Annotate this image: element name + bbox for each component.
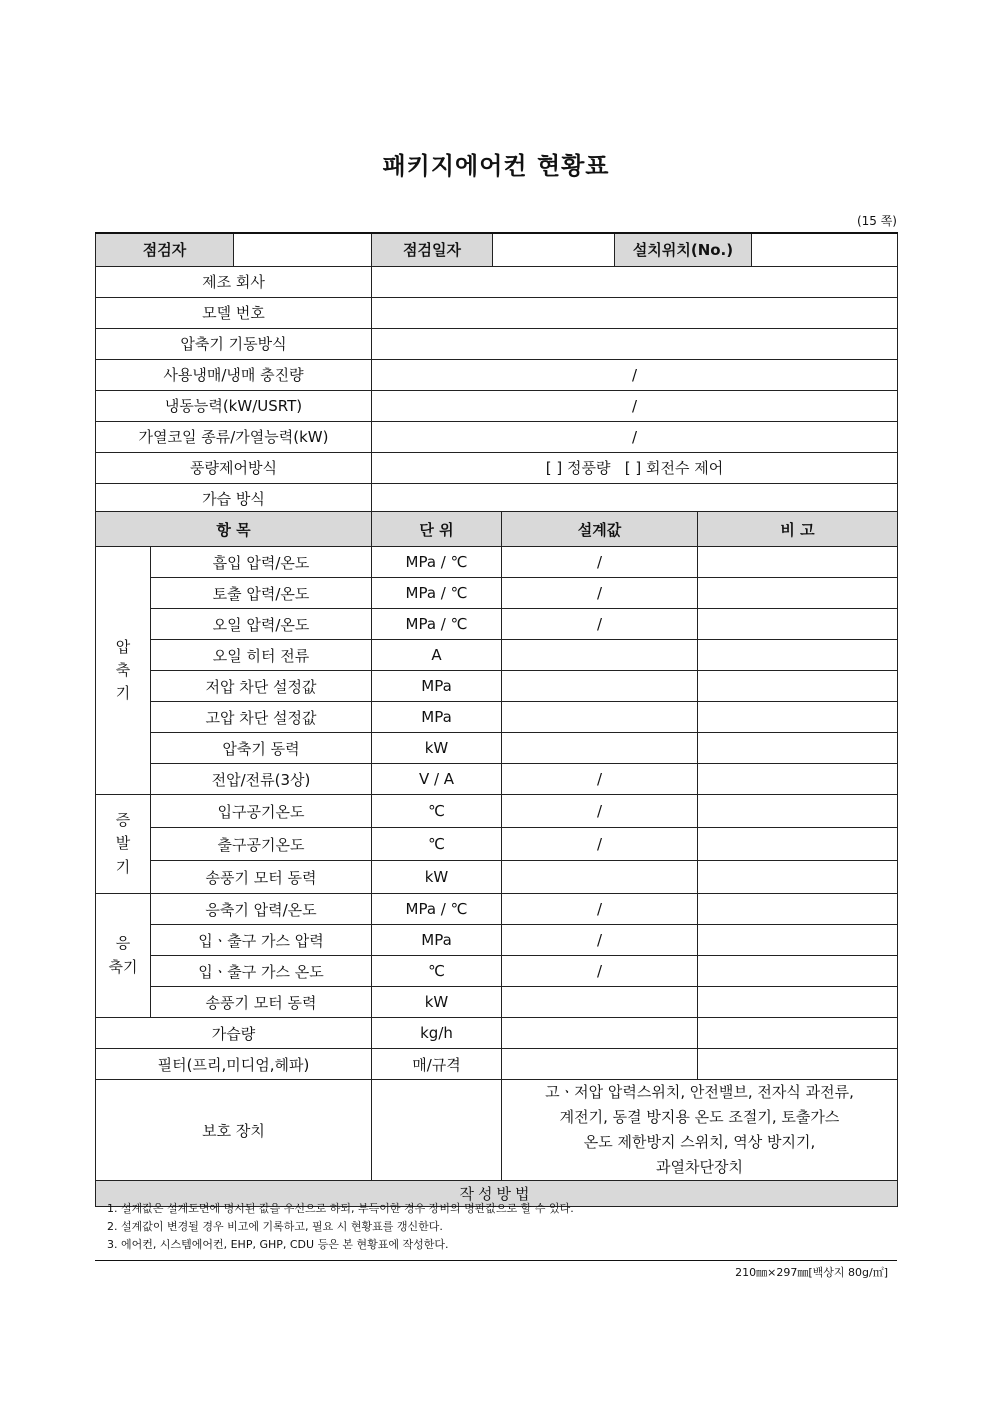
row-item: 입ㆍ출구 가스 온도 [151, 956, 372, 987]
note-item: 1. 설계값은 설계도면에 명시된 값을 우선으로 하되, 부득이한 경우 장비의 명판값으로 할 수 있다. [107, 1202, 574, 1215]
row-item: 필터(프리,미디엄,헤파) [96, 1049, 372, 1080]
row-design[interactable] [502, 671, 698, 702]
inspector-label: 점검자 [96, 233, 234, 266]
row-design[interactable]: / [502, 894, 698, 925]
row-item: 흡입 압력/온도 [151, 547, 372, 578]
row-item: 입구공기온도 [151, 795, 372, 828]
row-unit: ℃ [372, 828, 502, 861]
row-unit: ℃ [372, 956, 502, 987]
measurement-table [95, 511, 898, 1207]
row-item: 가습량 [96, 1018, 372, 1049]
row-remarks[interactable] [698, 1018, 898, 1049]
protection-devices-list: 고ㆍ저압 압력스위치, 안전밸브, 전자식 과전류, 계전기, 동결 방지용 온도 조절기, 토출가스 온도 제한방지 스위치, 역상 방지기, 과열차단장치 [502, 1080, 898, 1181]
row-remarks[interactable] [698, 795, 898, 828]
row-remarks[interactable] [698, 764, 898, 795]
row-design[interactable] [502, 733, 698, 764]
row-unit: V / A [372, 764, 502, 795]
info-label: 냉동능력(kW/USRT) [96, 390, 372, 421]
row-unit: MPa [372, 702, 502, 733]
row-unit: kg/h [372, 1018, 502, 1049]
row-unit: kW [372, 861, 502, 894]
row-unit: kW [372, 987, 502, 1018]
column-header-unit: 단 위 [372, 512, 502, 547]
row-item: 토출 압력/온도 [151, 578, 372, 609]
row-design[interactable]: / [502, 828, 698, 861]
info-label: 모델 번호 [96, 297, 372, 328]
row-remarks[interactable] [698, 1049, 898, 1080]
info-label: 풍량제어방식 [96, 452, 372, 483]
row-remarks[interactable] [698, 987, 898, 1018]
row-item: 압축기 동력 [151, 733, 372, 764]
row-design[interactable]: / [502, 795, 698, 828]
row-design[interactable] [502, 640, 698, 671]
paper-spec: 210㎜×297㎜[백상지 80g/㎡] [735, 1266, 888, 1279]
row-item: 오일 히터 전류 [151, 640, 372, 671]
row-unit: A [372, 640, 502, 671]
row-unit: MPa / ℃ [372, 609, 502, 640]
row-design[interactable]: / [502, 609, 698, 640]
row-design[interactable] [502, 1049, 698, 1080]
row-unit: MPa [372, 671, 502, 702]
group-label-condenser: 응 축기 [96, 894, 151, 1018]
group-label-evaporator: 증 발 기 [96, 795, 151, 894]
row-item: 전압/전류(3상) [151, 764, 372, 795]
protection-unit [372, 1080, 502, 1181]
row-unit: MPa / ℃ [372, 547, 502, 578]
row-remarks[interactable] [698, 671, 898, 702]
row-unit: ℃ [372, 795, 502, 828]
page-number: (15 쪽) [856, 214, 897, 228]
group-label-compressor: 압 축 기 [96, 547, 151, 795]
notes [95, 1200, 897, 1254]
info-label: 압축기 기동방식 [96, 328, 372, 359]
row-item: 고압 차단 설정값 [151, 702, 372, 733]
info-table [95, 232, 898, 515]
row-unit: MPa / ℃ [372, 894, 502, 925]
page-title: 패키지에어컨 현황표 [382, 152, 610, 180]
row-item: 출구공기온도 [151, 828, 372, 861]
row-unit: 매/규격 [372, 1049, 502, 1080]
info-label: 사용냉매/냉매 충진량 [96, 359, 372, 390]
protection-label: 보호 장치 [96, 1080, 372, 1181]
notes-title: 작성방법 [96, 1181, 898, 1207]
column-header-item: 항 목 [96, 512, 372, 547]
note-item: 2. 설계값이 변경될 경우 비고에 기록하고, 필요 시 현황표를 갱신한다. [107, 1220, 443, 1233]
location-field[interactable] [752, 233, 898, 266]
row-remarks[interactable] [698, 578, 898, 609]
inspector-field[interactable] [234, 233, 372, 266]
row-remarks[interactable] [698, 828, 898, 861]
row-design[interactable]: / [502, 764, 698, 795]
info-label: 가습 방식 [96, 483, 372, 514]
info-value[interactable]: / [372, 390, 898, 421]
row-remarks[interactable] [698, 547, 898, 578]
airflow-control-options[interactable]: [ ] 정풍량 [ ] 회전수 제어 [372, 452, 898, 483]
row-remarks[interactable] [698, 733, 898, 764]
info-value[interactable] [372, 483, 898, 514]
column-header-design: 설계값 [502, 512, 698, 547]
row-design[interactable] [502, 1018, 698, 1049]
row-remarks[interactable] [698, 861, 898, 894]
column-header-remarks: 비 고 [698, 512, 898, 547]
row-item: 송풍기 모터 동력 [151, 987, 372, 1018]
info-label: 가열코일 종류/가열능력(kW) [96, 421, 372, 452]
row-design[interactable]: / [502, 956, 698, 987]
bottom-divider [95, 1260, 897, 1261]
row-remarks[interactable] [698, 925, 898, 956]
info-value[interactable]: / [372, 359, 898, 390]
row-item: 송풍기 모터 동력 [151, 861, 372, 894]
row-design[interactable] [502, 861, 698, 894]
row-remarks[interactable] [698, 956, 898, 987]
row-item: 저압 차단 설정값 [151, 671, 372, 702]
row-item: 오일 압력/온도 [151, 609, 372, 640]
inspection-date-field[interactable] [493, 233, 615, 266]
row-item: 응축기 압력/온도 [151, 894, 372, 925]
info-value[interactable] [372, 297, 898, 328]
row-design[interactable]: / [502, 578, 698, 609]
row-remarks[interactable] [698, 609, 898, 640]
row-unit: MPa [372, 925, 502, 956]
row-item: 입ㆍ출구 가스 압력 [151, 925, 372, 956]
row-remarks[interactable] [698, 640, 898, 671]
note-item: 3. 에어컨, 시스템에어컨, EHP, GHP, CDU 등은 본 현황표에 작성한다. [107, 1238, 449, 1251]
row-design[interactable] [502, 987, 698, 1018]
row-unit: MPa / ℃ [372, 578, 502, 609]
row-unit: kW [372, 733, 502, 764]
info-value[interactable]: / [372, 421, 898, 452]
info-value[interactable] [372, 266, 898, 297]
info-value[interactable] [372, 328, 898, 359]
row-design[interactable]: / [502, 547, 698, 578]
location-label: 설치위치(No.) [615, 233, 752, 266]
inspection-date-label: 점검일자 [372, 233, 493, 266]
row-remarks[interactable] [698, 702, 898, 733]
row-remarks[interactable] [698, 894, 898, 925]
info-label: 제조 회사 [96, 266, 372, 297]
row-design[interactable] [502, 702, 698, 733]
row-design[interactable]: / [502, 925, 698, 956]
